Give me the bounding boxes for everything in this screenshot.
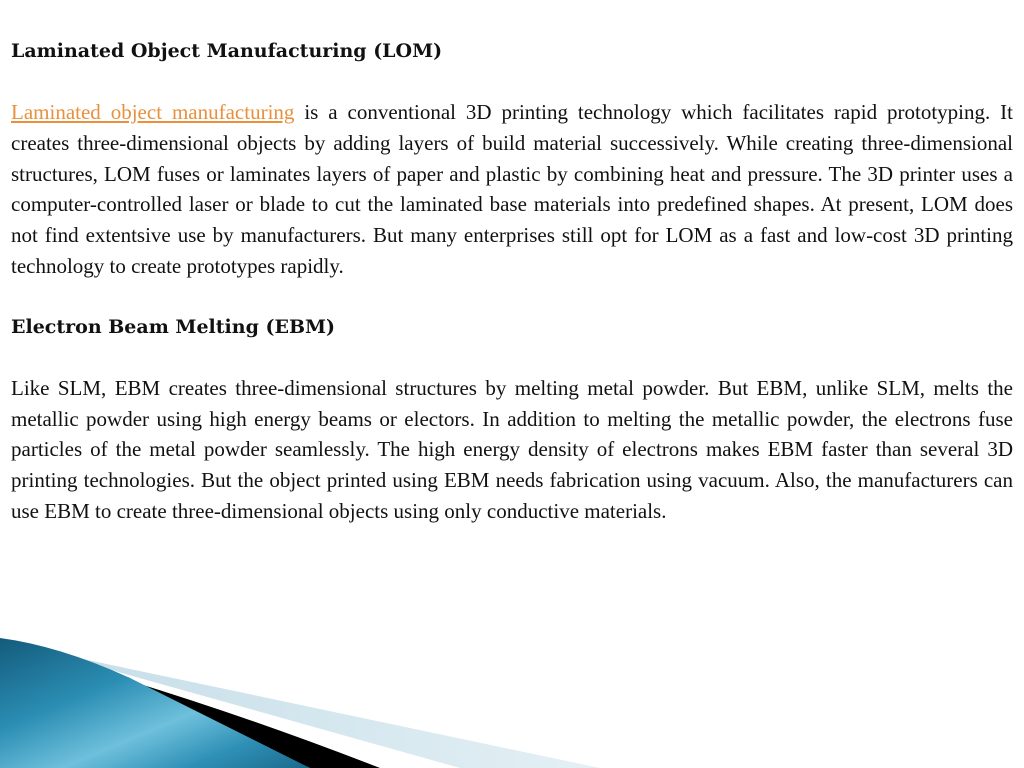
- spacer: [11, 67, 1013, 97]
- section-heading-lom: Laminated Object Manufacturing (LOM): [11, 40, 443, 62]
- lom-link[interactable]: Laminated object manufacturing: [11, 100, 295, 124]
- lom-body-text: is a conventional 3D printing technology which facilitates rapid prototyping. It creates three-dimensional objects by adding layers of build material successively. While creating three-dimensional structures, LOM fuses or laminates layers of paper and plastic by combining heat and pressure. The 3D printer uses a computer-controlled laser or blade to cut the laminated base materials into predefined shapes. At present, LOM does not find extentsive use by manufacturers. But many enterprises still opt for LOM as a fast and low-cost 3D printing technology to create prototypes rapidly.: [11, 100, 1013, 278]
- spacer: [11, 282, 1013, 312]
- slide-content: [11, 36, 1013, 527]
- section-body-ebm: Like SLM, EBM creates three-dimensional structures by melting metal powder. But EBM, unlike SLM, melts the metallic powder using high energy beams or electors. In addition to melting the metallic powder, the electrons fuse particles of the metal powder seamlessly. The high energy density of electrons makes EBM faster than several 3D printing technologies. But the object printed using EBM needs fabrication using vacuum. Also, the manufacturers can use EBM to create three-dimensional objects using only conductive materials.: [11, 375, 1013, 523]
- spacer: [11, 343, 1013, 373]
- section-body-lom: [11, 97, 1013, 282]
- decorative-corner-swoosh: [0, 638, 1024, 768]
- section-heading-ebm: Electron Beam Melting (EBM): [11, 315, 336, 338]
